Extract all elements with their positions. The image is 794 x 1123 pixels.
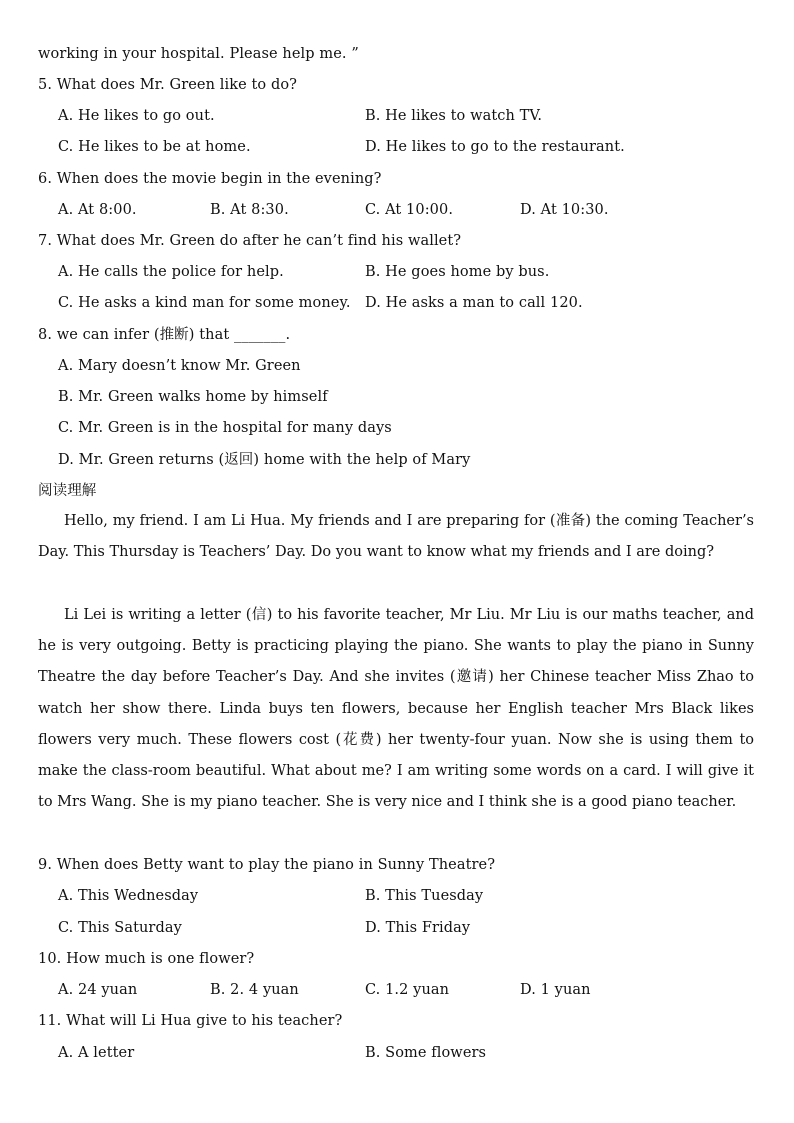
q8-option-a: A. Mary doesn’t know Mr. Green (58, 358, 301, 374)
q6-option-a: A. At 8:00. (58, 202, 137, 218)
q11-option-b: B. Some flowers (365, 1045, 487, 1061)
q7-option-b: B. He goes home by bus. (365, 264, 550, 280)
q6-option-b: B. At 8:30. (210, 202, 289, 218)
q9-option-a: A. This Wednesday (58, 888, 199, 904)
question-7-stem: 7. What does Mr. Green do after he can’t find his wallet? (38, 233, 462, 249)
q10-option-d: D. 1 yuan (520, 982, 591, 998)
q6-option-c: C. At 10:00. (365, 202, 454, 218)
question-5-stem: 5. What does Mr. Green like to do? (38, 77, 298, 93)
q8-option-d: D. Mr. Green returns (返回) home with the help of Mary (58, 452, 471, 468)
q9-option-d: D. This Friday (365, 920, 471, 936)
q6-option-d: D. At 10:30. (520, 202, 609, 218)
q9-option-b: B. This Tuesday (365, 888, 484, 904)
question-8-stem: 8. we can infer (推断) that _______. (38, 327, 291, 343)
q10-option-a: A. 24 yuan (58, 982, 138, 998)
section-heading: 阅读理解 (38, 483, 97, 499)
passage-paragraph-2: Li Lei is writing a letter (信) to his favorite teacher, Mr Liu. Mr Liu is our maths teacher, and he is very outgoing. Betty is practicing playing the piano. She wants to play the piano in Sunny Theatre the day before Teacher’s Day. And she invites (邀请) her Chinese teacher Miss Zhao to watch her show there. Linda buys ten flowers, because her English teacher Mrs Black likes flowers very much. These flowers cost (花费) her twenty-four yuan. Now she is using them to make the class-room beautiful. What about me? I am writing some words on a card. I will give it to Mrs Wang. She is my piano teacher. She is very nice and I think she is a good piano teacher. (38, 607, 754, 811)
question-6-stem: 6. When does the movie begin in the evening? (38, 171, 382, 187)
q5-option-a: A. He likes to go out. (58, 108, 215, 124)
q5-option-c: C. He likes to be at home. (58, 139, 251, 155)
continuation-line: working in your hospital. Please help me. ” (38, 46, 359, 62)
q10-option-b: B. 2. 4 yuan (210, 982, 299, 998)
q5-option-b: B. He likes to watch TV. (365, 108, 543, 124)
q9-option-c: C. This Saturday (58, 920, 182, 936)
q8-option-c: C. Mr. Green is in the hospital for many days (58, 420, 392, 436)
passage-paragraph-1: Hello, my friend. I am Li Hua. My friends and I are preparing for (准备) the coming Teacher’s Day. This Thursday is Teachers’ Day. Do you want to know what my friends and I are doing? (38, 513, 754, 561)
q7-option-a: A. He calls the police for help. (58, 264, 284, 280)
question-10-stem: 10. How much is one flower? (38, 951, 255, 967)
q10-option-c: C. 1.2 yuan (365, 982, 450, 998)
question-9-stem: 9. When does Betty want to play the piano in Sunny Theatre? (38, 857, 496, 873)
q7-option-c: C. He asks a kind man for some money. (58, 295, 351, 311)
q5-option-d: D. He likes to go to the restaurant. (365, 139, 625, 155)
q8-option-b: B. Mr. Green walks home by himself (58, 389, 328, 405)
q11-option-a: A. A letter (58, 1045, 135, 1061)
question-11-stem: 11. What will Li Hua give to his teacher? (38, 1013, 343, 1029)
q7-option-d: D. He asks a man to call 120. (365, 295, 583, 311)
